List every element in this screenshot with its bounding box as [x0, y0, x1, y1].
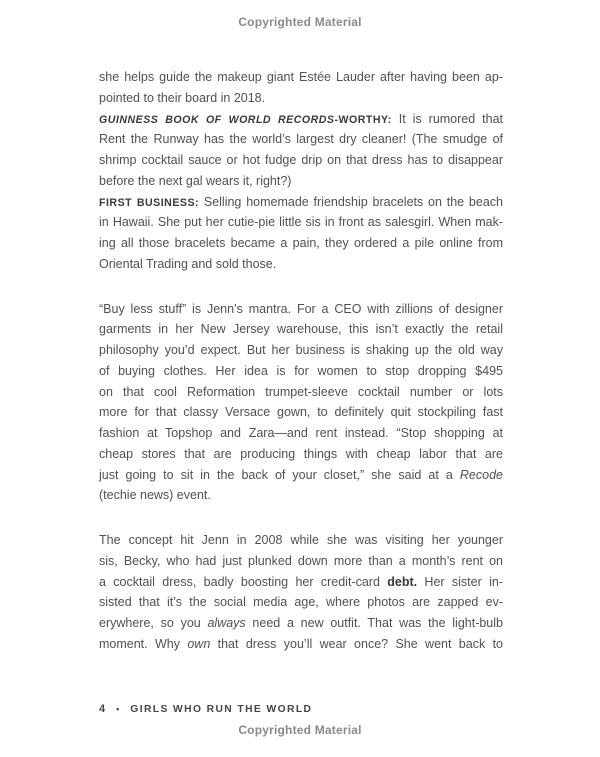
text-line — [99, 212, 503, 233]
text-segment: ing all those bracelets became a pain, they ordered a pile online from — [99, 236, 503, 250]
text-segment: “Buy less stuff” is Jenn’s mantra. For a CEO with zillions of designer — [99, 301, 503, 316]
text-line — [99, 129, 503, 150]
text-segment: GUINNESS BOOK OF WORLD RECORDS — [99, 113, 335, 126]
text-segment: sis, Becky, who had just plunked down more than a month’s rent on — [99, 553, 503, 568]
text-segment: (techie news) event. — [99, 488, 211, 503]
text-line — [99, 551, 503, 572]
text-segment: just going to sit in the back of your closet,” she said at a — [99, 467, 460, 482]
paragraph — [99, 299, 503, 507]
text-segment: more for that classy Versace gown, to definitely quit stockpiling fast — [99, 405, 503, 420]
text-line — [99, 233, 503, 254]
text-segment: she helps guide the makeup giant Estée Lauder after having been ap- — [99, 70, 503, 84]
text-segment: The concept hit Jenn in 2008 while she was visiting her younger — [99, 533, 503, 547]
paragraph — [99, 67, 503, 109]
text-segment: Recode — [459, 467, 503, 482]
footer-bullet-icon: • — [116, 703, 120, 714]
text-segment: of buying clothes. Her idea is for women to stop dropping $495 — [99, 363, 503, 378]
text-segment: always — [207, 616, 246, 630]
text-segment: -WORTHY: — [334, 113, 392, 126]
text-line — [99, 613, 503, 634]
text-segment: before the next gal wears it, right?) — [99, 173, 292, 188]
text-line — [99, 402, 503, 423]
page-body-text — [99, 67, 503, 655]
text-segment: garments in her New Jersey warehouse, this isn’t exactly the retail — [99, 322, 503, 337]
text-line — [99, 423, 503, 444]
text-line — [99, 340, 503, 361]
text-segment: FIRST BUSINESS: — [99, 196, 200, 209]
copyright-notice-top: Copyrighted Material — [238, 15, 362, 29]
text-segment: own — [187, 636, 211, 651]
page-number: 4 — [99, 703, 106, 715]
text-line — [99, 485, 503, 506]
text-segment: fashion at Topshop and Zara—and rent instead. “Stop shopping at — [99, 426, 503, 440]
text-segment: debt. — [387, 574, 418, 589]
text-segment: a cocktail dress, badly boosting her credit-card — [99, 574, 388, 589]
text-line — [99, 444, 503, 465]
text-line — [99, 592, 503, 613]
text-segment: Rent the Runway has the world’s largest dry cleaner! (The smudge of — [99, 132, 503, 147]
text-segment: philosophy you’d expect. But her business is shaking up the old way — [99, 343, 503, 357]
text-line — [99, 88, 503, 109]
text-segment: moment. Why — [99, 636, 188, 651]
paragraph — [99, 192, 503, 275]
text-line — [99, 192, 503, 213]
text-segment: erywhere, so you — [99, 616, 208, 630]
text-segment: need a new outfit. That was the light-bulb — [245, 616, 503, 630]
text-segment: that dress you’ll wear once? She went back to — [210, 636, 503, 651]
text-line — [99, 67, 503, 88]
text-segment: Her sister in- — [417, 574, 503, 589]
text-line — [99, 382, 503, 403]
text-segment: pointed to their board in 2018. — [99, 90, 266, 105]
text-line — [99, 572, 503, 593]
text-line — [99, 465, 503, 486]
text-line — [99, 109, 503, 130]
text-line — [99, 530, 503, 551]
text-line — [99, 171, 503, 192]
text-line — [99, 150, 503, 171]
text-segment: cheap stores that are producing things with cheap labor that are — [99, 446, 503, 461]
text-segment: Oriental Trading and sold those. — [99, 256, 277, 271]
text-segment: Selling homemade friendship bracelets on the beach — [199, 194, 503, 209]
paragraph — [99, 109, 503, 192]
text-line — [99, 254, 503, 275]
text-line — [99, 361, 503, 382]
text-segment: It is rumored that — [391, 111, 503, 126]
copyright-notice-bottom: Copyrighted Material — [238, 723, 362, 737]
text-line — [99, 299, 503, 320]
text-line — [99, 634, 503, 655]
text-segment: shrimp cocktail sauce or hot fudge drip on that dress has to disappear — [99, 153, 503, 167]
text-segment: sisted that it’s the social media age, where photos are zapped ev- — [99, 595, 503, 610]
text-segment: in Hawaii. She put her cutie-pie little sis in front as salesgirl. When mak- — [99, 215, 503, 230]
book-title: GIRLS WHO RUN THE WORLD — [130, 703, 313, 715]
page-footer — [99, 703, 312, 715]
paragraph — [99, 530, 503, 655]
text-line — [99, 319, 503, 340]
text-segment: on that cool Reformation trumpet-sleeve cocktail number or lots — [99, 384, 503, 399]
